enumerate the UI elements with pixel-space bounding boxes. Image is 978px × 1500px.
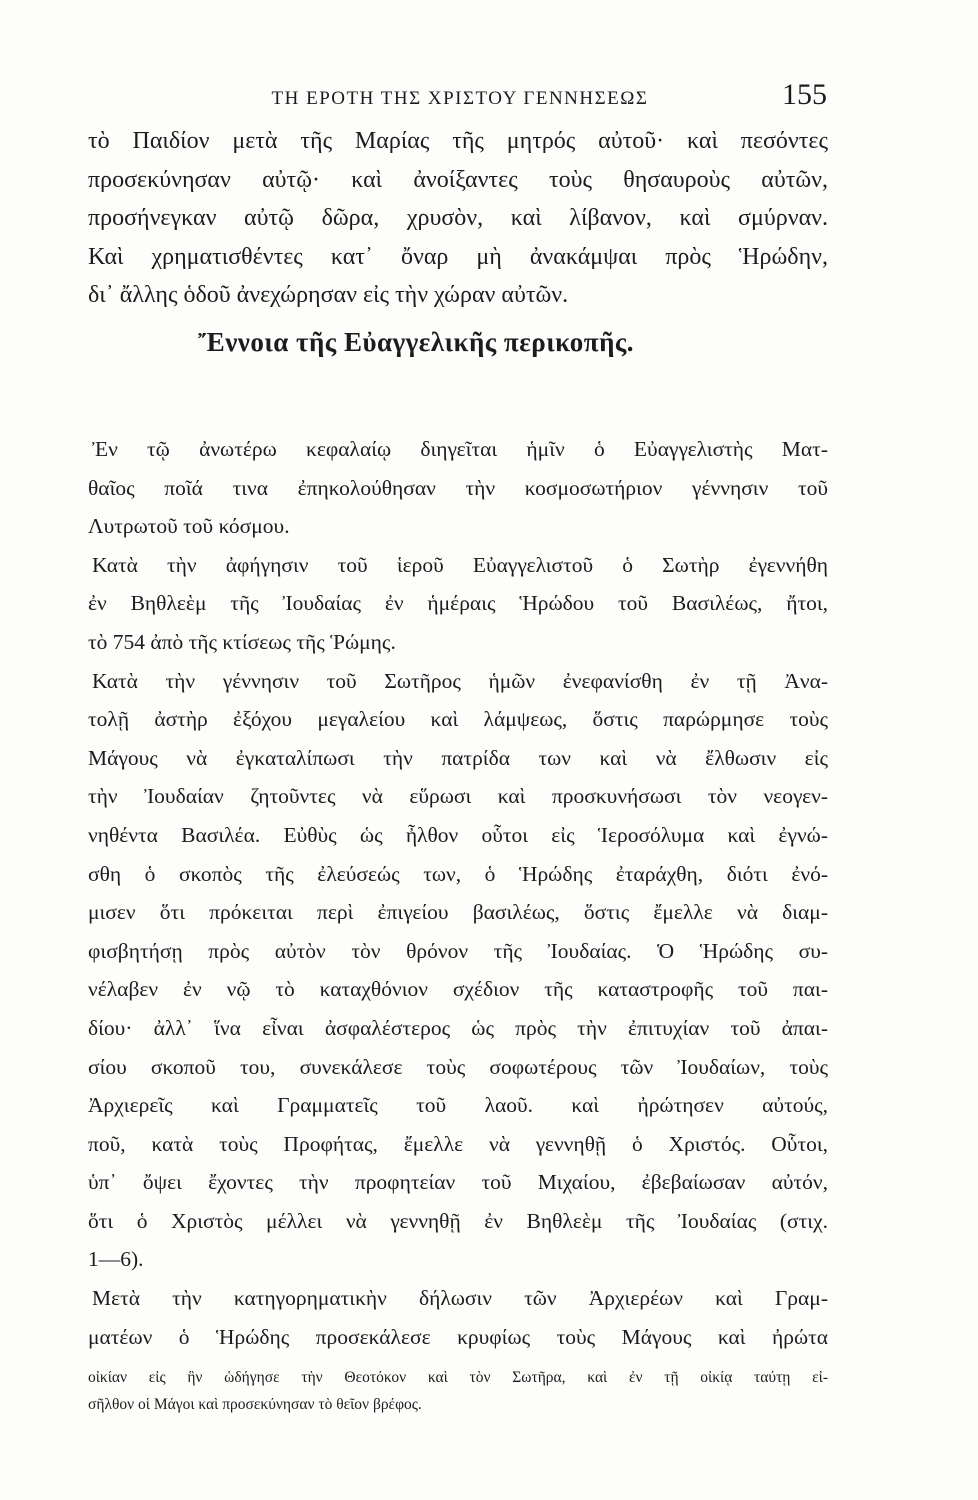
body-line: Ἀρχιερεῖς καὶ Γραμματεῖς τοῦ λαοῦ. καὶ ἠρώτησεν αὐτούς,	[88, 1093, 828, 1118]
body-line: τὸ 754 ἀπὸ τῆς κτίσεως τῆς Ῥώμης.	[88, 629, 396, 654]
passage-line: τὸ Παιδίον μετὰ τῆς Μαρίας τῆς μητρός αὐτοῦ· καὶ πεσόντες	[88, 128, 828, 154]
body-line: σίου σκοποῦ του, συνεκάλεσε τοὺς σοφωτέρους τῶν Ἰουδαίων, τοὺς	[88, 1054, 828, 1079]
body-line: μισεν ὅτι πρόκειται περὶ ἐπιγείου βασιλέως, ὅστις ἔμελλε νὰ διαμ-	[88, 900, 828, 925]
passage-line: προσήνεγκαν αὐτῷ δῶρα, χρυσὸν, καὶ λίβανον, καὶ σμύρναν.	[88, 205, 828, 231]
body-line: θαῖος ποῖά τινα ἐπηκολούθησαν τὴν κοσμοσωτήριον γέννησιν τοῦ	[88, 475, 828, 500]
body-line: Μετὰ τὴν κατηγορηματικὴν δήλωσιν τῶν Ἀρχιερέων καὶ Γραμ-	[92, 1286, 828, 1311]
body-line: φισβητήσῃ πρὸς αὐτὸν τὸν θρόνον τῆς Ἰουδαίας. Ὁ Ἡρώδης συ-	[88, 938, 828, 963]
body-line: Κατὰ τὴν γέννησιν τοῦ Σωτῆρος ἡμῶν ἐνεφανίσθη ἐν τῇ Ἀνα-	[92, 668, 828, 693]
passage-line: δι᾿ ἄλλης ὁδοῦ ἀνεχώρησαν εἰς τὴν χώραν αὐτῶν.	[88, 282, 569, 308]
body-line: νηθέντα Βασιλέα. Εὐθὺς ὡς ἦλθον οὗτοι εἰς Ἱεροσόλυμα καὶ ἐγνώ-	[88, 822, 828, 847]
running-title: ΤΗ ΕΡΟΤΗ ΤΗΣ ΧΡΙΣΤΟΥ ΓΕΝΝΗΣΕΩΣ	[271, 88, 649, 109]
commentary-text	[88, 430, 828, 1356]
footnote	[88, 1364, 828, 1418]
page-number: 155	[782, 78, 827, 111]
body-line: Λυτρωτοῦ τοῦ κόσμου.	[88, 514, 290, 539]
body-line: ὑπ᾿ ὄψει ἔχοντες τὴν προφητείαν τοῦ Μιχαίου, ἐβεβαίωσαν αὐτόν,	[88, 1170, 828, 1195]
passage-line: Καὶ χρηματισθέντες κατ᾿ ὄναρ μὴ ἀνακάμψαι πρὸς Ἡρώδην,	[88, 243, 828, 270]
body-line: ματέων ὁ Ἡρώδης προσεκάλεσε κρυφίως τοὺς Μάγους καὶ ἠρώτα	[88, 1324, 828, 1349]
scripture-passage	[88, 122, 828, 369]
body-line: τὴν Ἰουδαίαν ζητοῦντες νὰ εὕρωσι καὶ προσκυνήσωσι τὸν νεογεν-	[88, 784, 828, 809]
body-line: ὅτι ὁ Χριστὸς μέλλει νὰ γεννηθῇ ἐν Βηθλεὲμ τῆς Ἰουδαίας (στιχ.	[88, 1208, 828, 1233]
running-header	[92, 84, 828, 114]
passage-line: προσεκύνησαν αὐτῷ· καὶ ἀνοίξαντες τοὺς θησαυροὺς αὐτῶν,	[88, 166, 828, 193]
body-line: ἐν Βηθλεὲμ τῆς Ἰουδαίας ἐν ἡμέραις Ἡρώδου τοῦ Βασιλέως, ἤτοι,	[88, 591, 828, 616]
body-line: νέλαβεν ἐν νῷ τὸ καταχθόνιον σχέδιον τῆς καταστροφῆς τοῦ παι-	[88, 977, 828, 1002]
body-line: Ἐν τῷ ἀνωτέρω κεφαλαίῳ διηγεῖται ἡμῖν ὁ Εὐαγγελιστὴς Ματ-	[92, 437, 828, 461]
body-line: σθη ὁ σκοπὸς τῆς ἐλεύσεώς των, ὁ Ἡρώδης ἐταράχθη, διότι ἐνό-	[88, 861, 828, 886]
footnote-line: σῆλθον οἱ Μάγοι καὶ προσεκύνησαν τὸ θεῖον βρέφος.	[88, 1396, 422, 1413]
footnote-line: οἰκίαν εἰς ἣν ὡδήγησε τὴν Θεοτόκον καὶ τὸν Σωτῆρα, καὶ ἐν τῇ οἰκίᾳ ταύτῃ εἰ-	[88, 1369, 828, 1386]
body-line: Κατὰ τὴν ἀφήγησιν τοῦ ἱεροῦ Εὐαγγελιστοῦ ὁ Σωτὴρ ἐγεννήθη	[92, 552, 828, 577]
body-line: 1—6).	[88, 1247, 144, 1272]
section-heading: Ἔννοια τῆς Εὐαγγελικῆς περικοπῆς.	[198, 326, 635, 357]
body-line: τολῇ ἀστὴρ ἐξόχου μεγαλείου καὶ λάμψεως, ὅστις παρώρμησε τοὺς	[88, 707, 828, 732]
body-line: δίου· ἀλλ᾿ ἵνα εἶναι ἀσφαλέστερος ὡς πρὸς τὴν ἐπιτυχίαν τοῦ ἀπαι-	[88, 1015, 828, 1040]
body-line: Μάγους νὰ ἐγκαταλίπωσι τὴν πατρίδα των καὶ νὰ ἔλθωσιν εἰς	[88, 745, 828, 770]
body-line: ποῦ, κατὰ τοὺς Προφήτας, ἔμελλε νὰ γεννηθῇ ὁ Χριστός. Οὗτοι,	[88, 1131, 828, 1156]
